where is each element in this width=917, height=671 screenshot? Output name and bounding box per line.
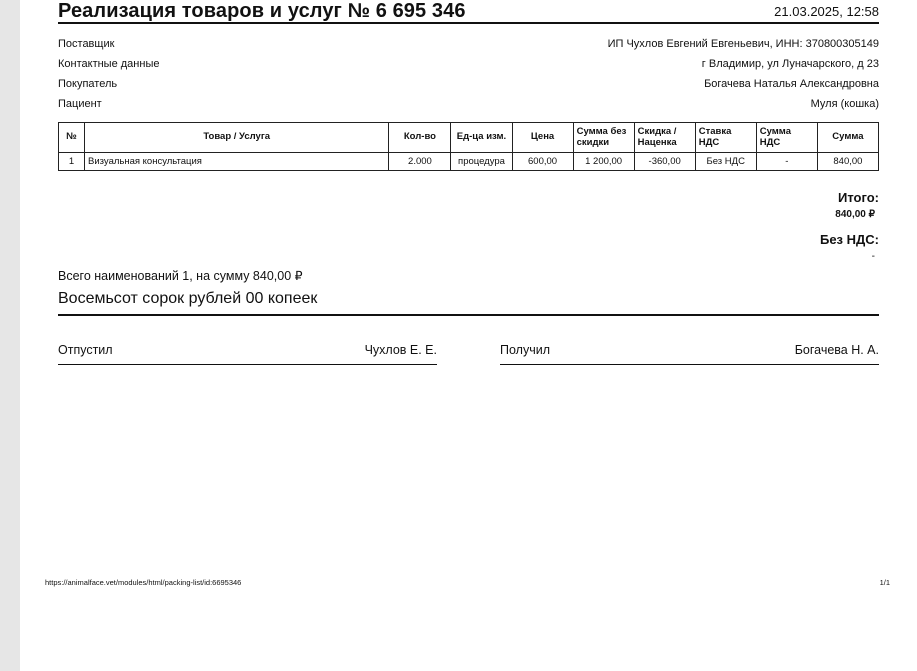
released-label: Отпустил bbox=[58, 343, 113, 357]
document-datetime: 21.03.2025, 12:58 bbox=[774, 4, 879, 19]
footer-url: https://animalface.vet/modules/html/packing-list/id:6695346 bbox=[45, 578, 242, 587]
footer-page-number: 1/1 bbox=[879, 578, 890, 587]
document-title: Реализация товаров и услуг № 6 695 346 bbox=[58, 0, 466, 22]
viewer-margin bbox=[0, 0, 20, 671]
cell-quantity: 2.000 bbox=[389, 153, 451, 171]
column-header-number: № bbox=[59, 123, 85, 153]
released-signature-line bbox=[58, 364, 437, 365]
cell-vat-sum: - bbox=[756, 153, 817, 171]
cell-sum-no-discount: 1 200,00 bbox=[573, 153, 634, 171]
patient-value: Муля (кошка) bbox=[810, 98, 879, 110]
total-label: Итого: bbox=[838, 190, 879, 205]
document-page bbox=[20, 0, 917, 671]
total-value: 840,00 ₽ bbox=[835, 209, 875, 220]
contacts-value: г Владимир, ул Луначарского, д 23 bbox=[701, 58, 879, 70]
column-header-price: Цена bbox=[512, 123, 573, 153]
supplier-value: ИП Чухлов Евгений Евгеньевич, ИНН: 370800305149 bbox=[607, 38, 879, 50]
cell-unit: процедура bbox=[451, 153, 512, 171]
cell-discount: -360,00 bbox=[634, 153, 695, 171]
table-row bbox=[59, 153, 879, 171]
items-table bbox=[58, 122, 879, 171]
column-header-discount: Скидка / Наценка bbox=[634, 123, 695, 153]
column-header-vat-sum: Сумма НДС bbox=[756, 123, 817, 153]
column-header-sum-no-discount: Сумма без скидки bbox=[573, 123, 634, 153]
cell-vat-rate: Без НДС bbox=[695, 153, 756, 171]
table-header-row bbox=[59, 123, 879, 153]
column-header-vat-rate: Ставка НДС bbox=[695, 123, 756, 153]
buyer-value: Богачева Наталья Александровна bbox=[704, 78, 879, 90]
vat-value: - bbox=[871, 251, 875, 262]
amount-divider bbox=[58, 314, 879, 316]
contacts-label: Контактные данные bbox=[58, 58, 160, 70]
column-header-quantity: Кол-во bbox=[389, 123, 451, 153]
received-name: Богачева Н. А. bbox=[794, 343, 879, 357]
received-signature-line bbox=[500, 364, 879, 365]
column-header-sum: Сумма bbox=[817, 123, 878, 153]
cell-item: Визуальная консультация bbox=[85, 153, 389, 171]
title-divider bbox=[58, 22, 879, 24]
column-header-item: Товар / Услуга bbox=[85, 123, 389, 153]
buyer-label: Покупатель bbox=[58, 78, 118, 90]
amount-in-words: Восемьсот сорок рублей 00 копеек bbox=[58, 290, 318, 307]
received-label: Получил bbox=[500, 343, 550, 357]
column-header-unit: Ед-ца изм. bbox=[451, 123, 512, 153]
released-name: Чухлов Е. Е. bbox=[364, 343, 437, 357]
supplier-label: Поставщик bbox=[58, 38, 115, 50]
vat-label: Без НДС: bbox=[819, 232, 879, 247]
cell-sum: 840,00 bbox=[817, 153, 878, 171]
cell-number: 1 bbox=[59, 153, 85, 171]
patient-label: Пациент bbox=[58, 98, 102, 110]
cell-price: 600,00 bbox=[512, 153, 573, 171]
items-summary: Всего наименований 1, на сумму 840,00 ₽ bbox=[58, 269, 303, 283]
